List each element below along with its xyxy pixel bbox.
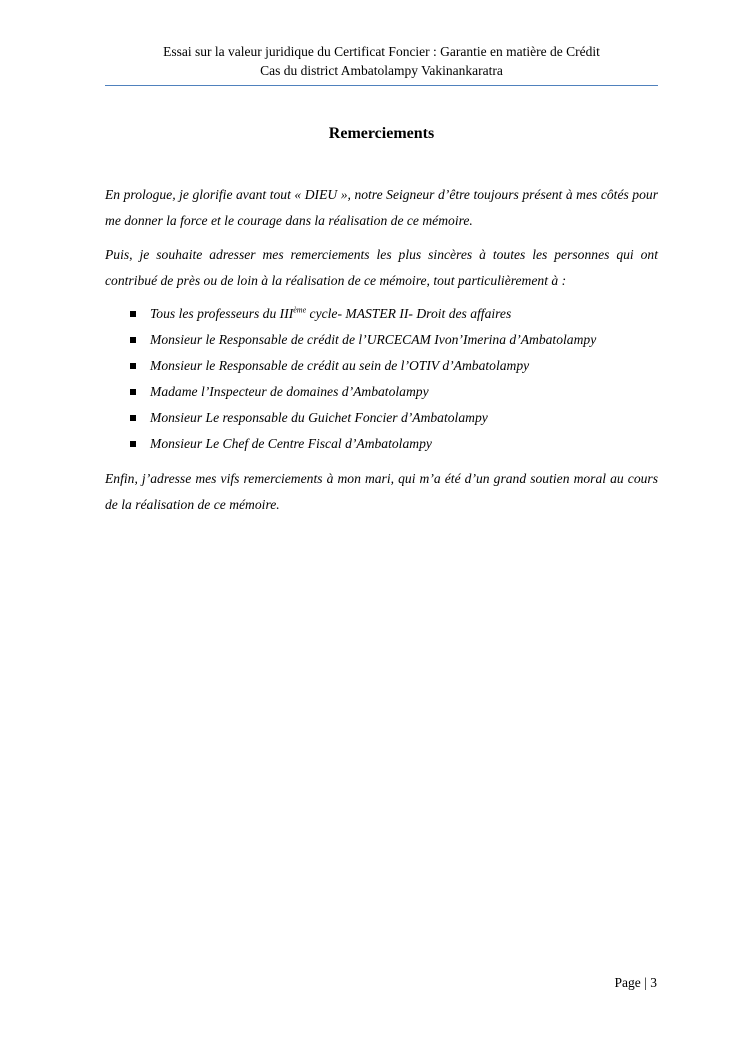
page-title: Remerciements <box>328 125 435 142</box>
running-header <box>105 42 658 80</box>
page-footer <box>615 974 657 992</box>
header-line-2: Cas du district Ambatolampy Vakinankaratra <box>260 63 503 78</box>
list-item-superscript: ème <box>293 305 307 315</box>
list-item <box>105 431 658 457</box>
list-item-text: Monsieur Le responsable du Guichet Foncier d’Ambatolampy <box>150 410 488 425</box>
list-item-text: Madame l’Inspecteur de domaines d’Ambatolampy <box>150 384 429 399</box>
page-separator: | <box>644 975 647 990</box>
square-bullet-icon <box>130 441 136 447</box>
square-bullet-icon <box>130 311 136 317</box>
list-item <box>105 405 658 431</box>
list-item-text: Monsieur le Responsable de crédit au sein de l’OTIV d’Ambatolampy <box>150 358 530 373</box>
header-line-1: Essai sur la valeur juridique du Certificat Foncier : Garantie en matière de Crédit <box>163 44 600 59</box>
list-item-text: Monsieur le Responsable de crédit de l’URCECAM Ivon’Imerina d’Ambatolampy <box>150 332 597 347</box>
header-divider <box>105 85 658 86</box>
page-label: Page <box>614 975 641 990</box>
square-bullet-icon <box>130 337 136 343</box>
list-item <box>105 353 658 379</box>
document-body <box>105 182 658 518</box>
list-item-text: Monsieur Le Chef de Centre Fiscal d’Ambatolampy <box>150 436 432 451</box>
list-item-text-end: cycle- MASTER II- Droit des affaires <box>306 306 512 321</box>
closing-paragraph: Enfin, j’adresse mes vifs remerciements à mon mari, qui m’a été d’un grand soutien moral au cours de la réalisation de ce mémoire. <box>105 471 658 512</box>
list-item-text-start: Tous les professeurs du III <box>150 306 294 321</box>
thanks-paragraph: Puis, je souhaite adresser mes remerciements les plus sincères à toutes les personnes qui ont contribué de près ou de loin à la réalisation de ce mémoire, tout particulièrement à : <box>105 247 658 288</box>
list-item <box>105 379 658 405</box>
intro-paragraph: En prologue, je glorifie avant tout « DIEU », notre Seigneur d’être toujours présent à mes côtés pour me donner la force et le courage dans la réalisation de ce mémoire. <box>105 187 658 228</box>
acknowledgement-list <box>105 301 658 457</box>
square-bullet-icon <box>130 415 136 421</box>
page-number: 3 <box>650 975 657 990</box>
list-item <box>105 301 658 327</box>
square-bullet-icon <box>130 363 136 369</box>
square-bullet-icon <box>130 389 136 395</box>
list-item <box>105 327 658 353</box>
